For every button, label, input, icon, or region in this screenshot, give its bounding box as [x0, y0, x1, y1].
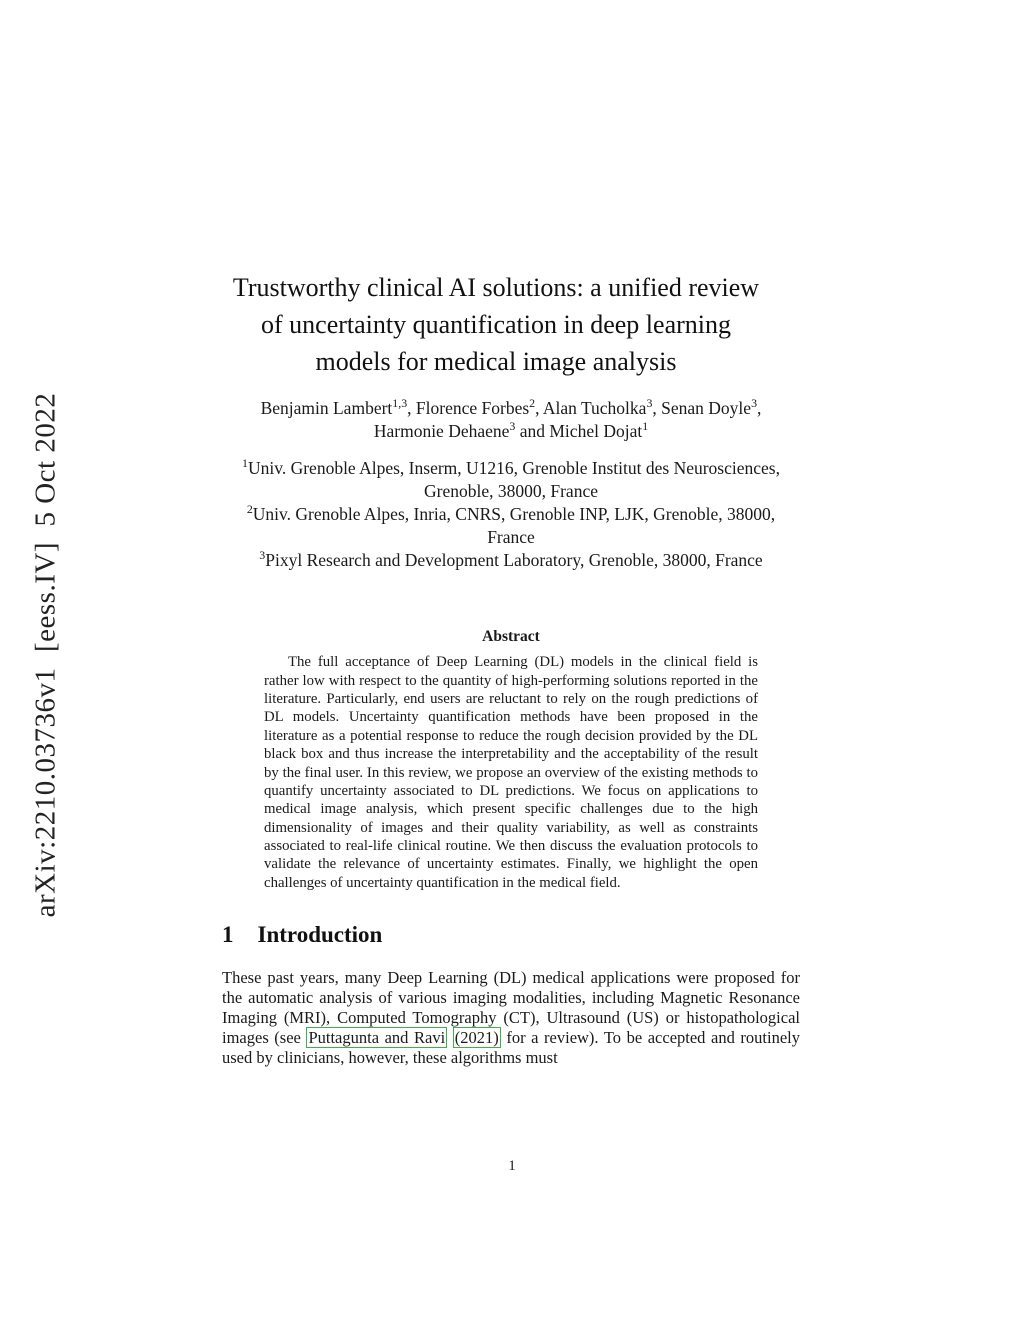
section-heading — [222, 922, 800, 948]
paper-content — [222, 270, 800, 1069]
superscript: 1,3 — [392, 395, 408, 410]
superscript: 3 — [509, 419, 516, 434]
section-title: Introduction — [257, 921, 383, 947]
citation-link[interactable]: (2021) — [454, 1028, 499, 1048]
affiliation — [228, 549, 794, 572]
affiliation — [228, 503, 794, 549]
author-line: Benjamin Lambert$^{1,3}$, Florence Forbes$^2$, Alan Tucholka$^3$, Senan Doyle$^3$, Harmonie Dehaene$^3$ and Michel Dojat$^1$ — [260, 395, 762, 442]
superscript: 2 — [529, 395, 536, 410]
page-number: 1 — [508, 1158, 516, 1174]
affiliation-marker: 3 — [259, 548, 266, 563]
superscript: 3 — [646, 395, 653, 410]
abstract-heading: Abstract — [482, 628, 540, 646]
citation-link[interactable]: Puttagunta and Ravi — [308, 1028, 446, 1048]
paper-title: Trustworthy clinical AI solutions: a unified review of uncertainty quantification in deep learning models for medical image analysis — [232, 273, 760, 376]
arxiv-watermark: arXiv:2210.03736v1 [eess.IV] 5 Oct 2022 — [29, 392, 62, 918]
superscript: 1 — [642, 419, 649, 434]
superscript: 3 — [751, 395, 758, 410]
affiliation-text: Univ. Grenoble Alpes, Inserm, U1216, Grenoble Institut des Neurosciences, Grenoble, 38000, France — [247, 457, 780, 502]
affiliation-marker: 2 — [246, 502, 253, 517]
affiliation-marker: 1 — [242, 456, 248, 471]
abstract-text: The full acceptance of Deep Learning (DL) models in the clinical field is rather low with respect to the quantity of high-performing solutions reported in the literature. Particularly, end users are reluctant to rely on the rough predictions of DL models. Uncertainty quantification methods have been proposed in the literature as a potential response to reduce the rough decision provided by the DL black box and thus increase the interpretability and the acceptability of the result by the final user. In this review, we propose an overview of the existing methods to quantify uncertainty associated to DL predictions. We focus on applications to medical image analysis, which present specific challenges due to the high dimensionality of images and their quality variability, as well as constraints associated to real-life clinical routine. We then discuss the evaluation protocols to validate the relevance of uncertainty estimates. Finally, we highlight the open challenges of uncertainty quantification in the medical field. — [264, 654, 758, 891]
affiliation-text: Univ. Grenoble Alpes, Inria, CNRS, Grenoble INP, LJK, Grenoble, 38000, France — [252, 504, 776, 548]
introduction-paragraph: These past years, many Deep Learning (DL) medical applications were proposed for the automatic analysis of various imaging modalities, including Magnetic Resonance Imaging (MRI), Computed Tomography (CT), Ultrasound (US) or histopathological images (see Puttagunta and Ravi (2021) for a review). To be accepted and routinely used by clinicians, however, these algorithms must — [222, 967, 800, 1068]
affiliation — [228, 457, 794, 503]
affiliations-block — [222, 457, 800, 572]
section-number: 1 — [222, 921, 234, 947]
affiliation-text: Pixyl Research and Development Laboratory, Grenoble, 38000, France — [265, 550, 763, 571]
